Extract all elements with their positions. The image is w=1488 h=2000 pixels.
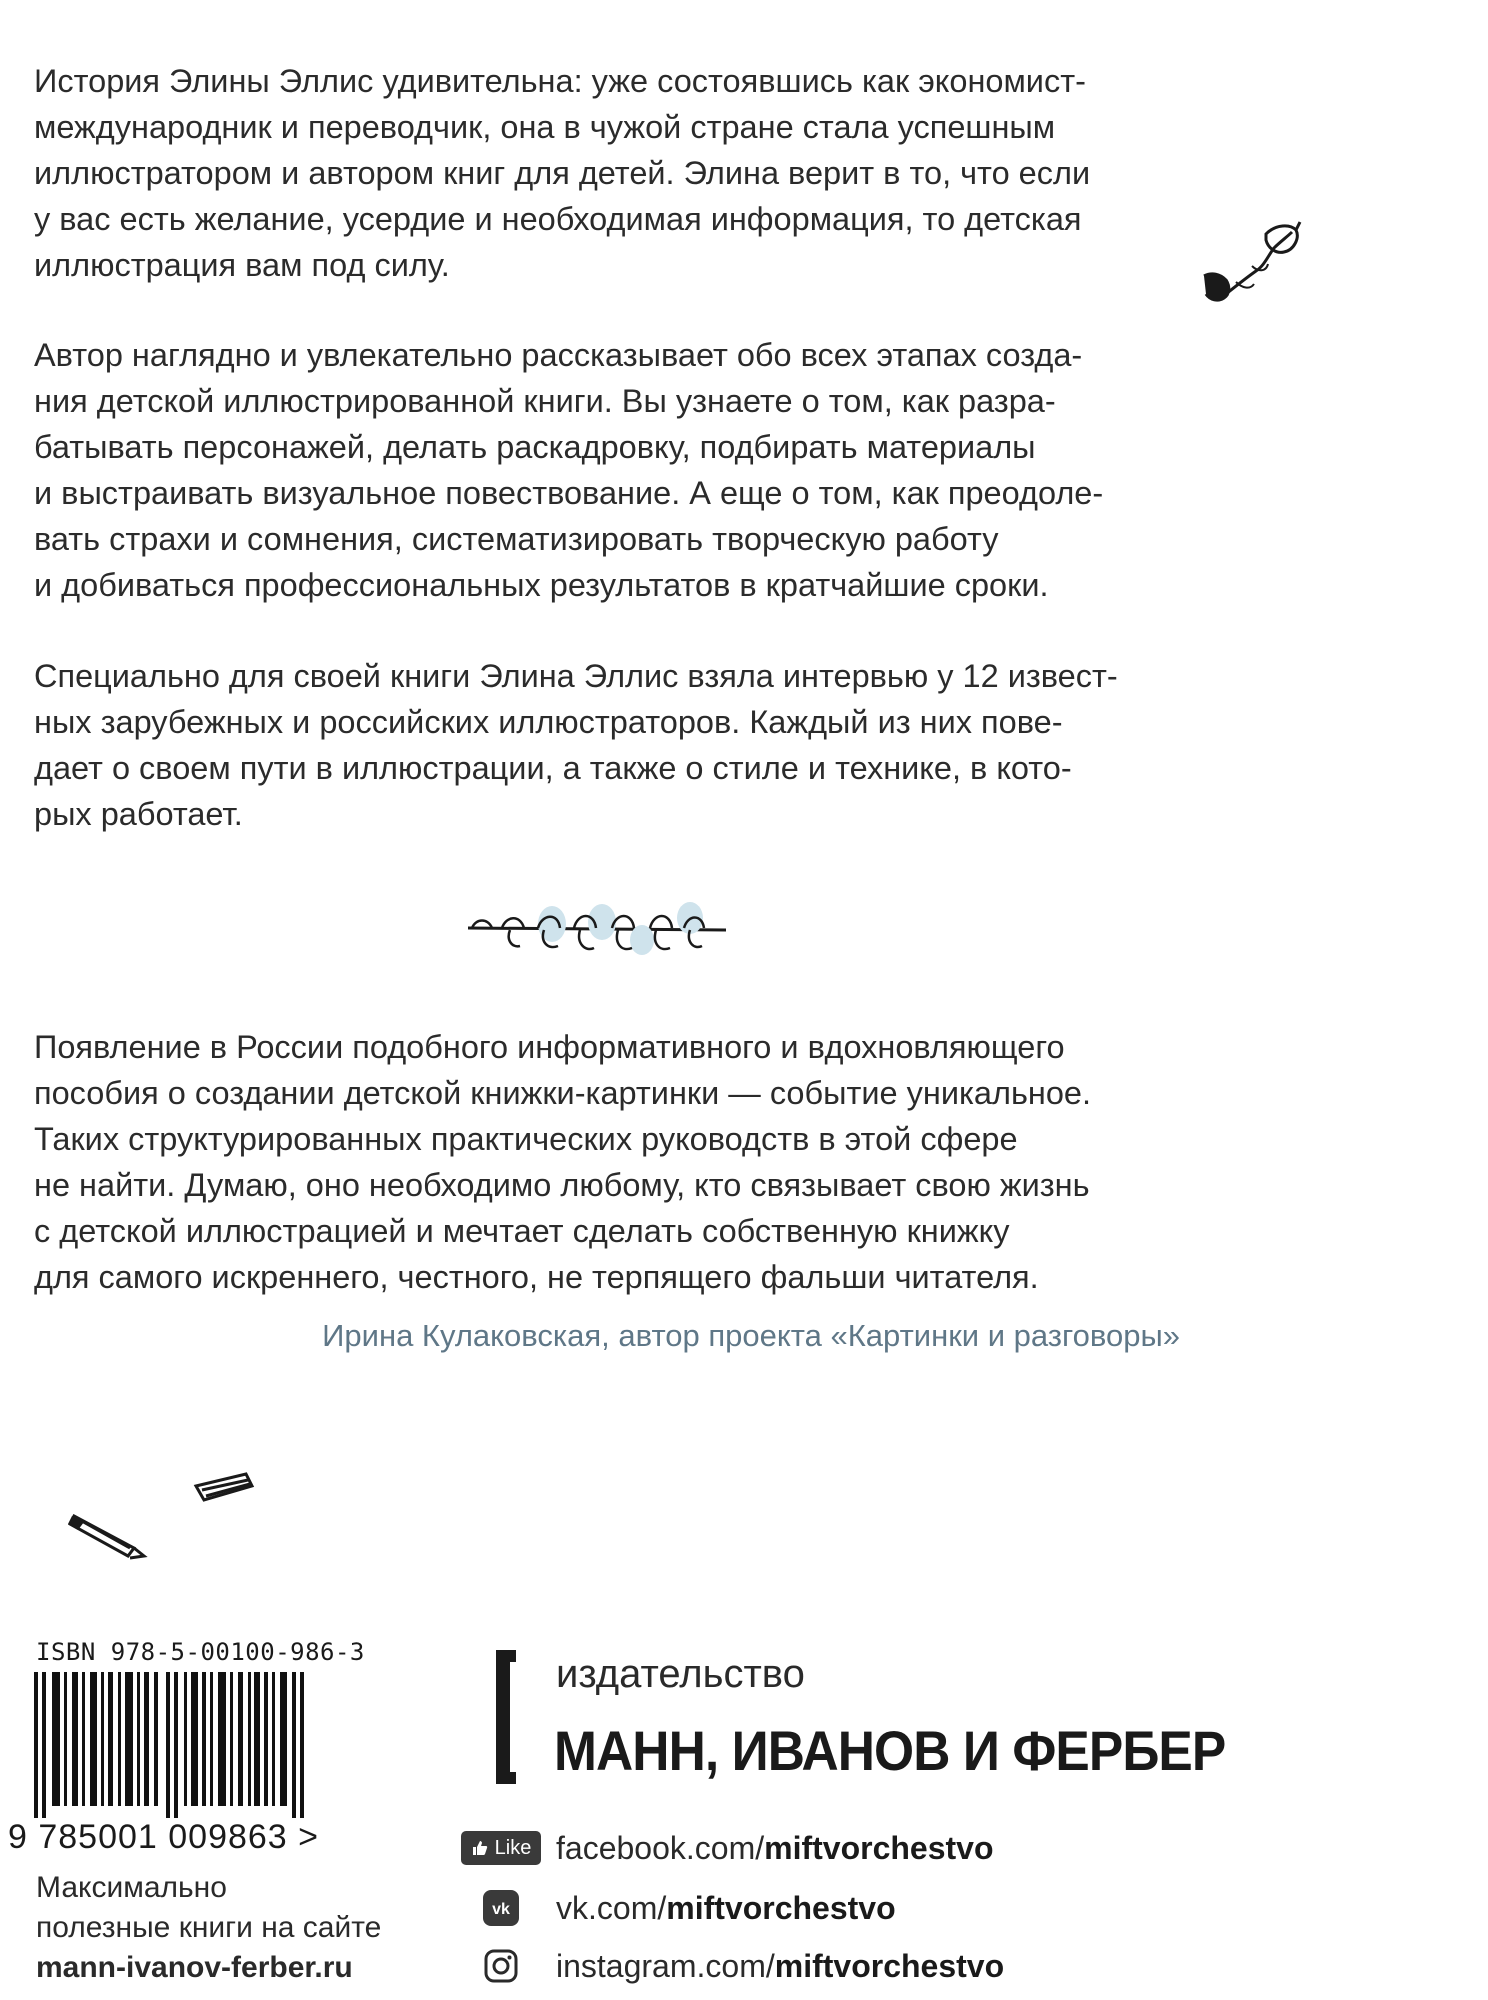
text-line: пособия о создании детской книжки-картинки — событие уникальное.	[34, 1075, 1092, 1111]
text-line: дает о своем пути в иллюстрации, а также о стиле и технике, в кото-	[34, 750, 1072, 786]
publisher-label: издательство	[556, 1652, 805, 1696]
publisher-bracket-icon	[496, 1650, 516, 1784]
facebook-handle: miftvorchestvo	[764, 1829, 994, 1866]
text-line: и добиваться профессиональных результатов в кратчайшие сроки.	[34, 567, 1049, 603]
like-label: Like	[494, 1836, 532, 1859]
vk-link[interactable]	[556, 1890, 896, 1927]
interviews-paragraph	[34, 653, 1184, 837]
instagram-link[interactable]	[556, 1948, 1004, 1985]
website-link[interactable]: mann-ivanov-ferber.ru	[36, 1951, 353, 1984]
promo-block	[36, 1868, 381, 1988]
barcode-digits: 9 785001 009863 >	[8, 1818, 320, 1856]
thumbs-up-icon	[471, 1839, 489, 1857]
vk-icon[interactable]	[483, 1890, 519, 1926]
text-line: международник и переводчик, она в чужой стране стала успешным	[34, 109, 1056, 145]
facebook-link[interactable]	[556, 1830, 994, 1867]
text-line: рых работает.	[34, 796, 243, 832]
text-line: вать страхи и сомнения, систематизировать творческую работу	[34, 521, 999, 557]
pencil-icon	[64, 1452, 264, 1562]
leaf-branch-icon	[462, 890, 732, 966]
instagram-prefix: instagram.com/	[556, 1947, 775, 1984]
vk-icon-text: vk	[492, 1901, 510, 1918]
facebook-prefix: facebook.com/	[556, 1829, 765, 1866]
barcode	[30, 1672, 330, 1818]
text-line: иллюстратором и автором книг для детей. Элина верит в то, что если	[34, 155, 1091, 191]
description-paragraph	[34, 332, 1184, 608]
isbn-label: ISBN 978-5-00100-986-3	[36, 1638, 365, 1666]
vk-handle: miftvorchestvo	[666, 1889, 896, 1926]
intro-paragraph	[34, 58, 1184, 288]
text-line: Появление в России подобного информативного и вдохновляющего	[34, 1029, 1065, 1065]
publisher-name: МАНН, ИВАНОВ И ФЕРБЕР	[554, 1719, 1226, 1782]
text-line: История Элины Эллис удивительна: уже состоявшись как экономист-	[34, 63, 1086, 99]
promo-line: полезные книги на сайте	[36, 1911, 382, 1944]
instagram-handle: miftvorchestvo	[774, 1947, 1005, 1984]
text-line: иллюстрация вам под силу.	[34, 247, 450, 283]
instagram-icon[interactable]	[483, 1948, 519, 1984]
vk-prefix: vk.com/	[556, 1889, 667, 1926]
text-line: Специально для своей книги Элина Эллис взяла интервью у 12 извест-	[34, 658, 1118, 694]
text-line: не найти. Думаю, оно необходимо любому, кто связывает свою жизнь	[34, 1167, 1090, 1203]
text-line: для самого искреннего, честного, не терпящего фальши читателя.	[34, 1259, 1039, 1295]
text-line: и выстраивать визуальное повествование. А еще о том, как преодоле-	[34, 475, 1104, 511]
text-line: Таких структурированных практических руководств в этой сфере	[34, 1121, 1018, 1157]
text-line: у вас есть желание, усердие и необходимая информация, то детская	[34, 201, 1082, 237]
text-line: батывать персонажей, делать раскадровку, подбирать материалы	[34, 429, 1036, 465]
quote-attribution: Ирина Кулаковская, автор проекта «Картинки и разговоры»	[322, 1318, 1180, 1353]
instagram-row	[446, 1944, 1004, 1988]
review-quote	[34, 1024, 1184, 1300]
text-line: ния детской иллюстрированной книги. Вы узнаете о том, как разра-	[34, 383, 1056, 419]
facebook-row	[446, 1826, 994, 1870]
text-line: ных зарубежных и российских иллюстраторов. Каждый из них пове-	[34, 704, 1063, 740]
text-line: с детской иллюстрацией и мечтает сделать собственную книжку	[34, 1213, 1010, 1249]
text-line: Автор наглядно и увлекательно рассказывает обо всех этапах созда-	[34, 337, 1083, 373]
apple-core-icon	[1196, 216, 1306, 326]
promo-line: Максимально	[36, 1871, 227, 1904]
facebook-like-button[interactable]	[461, 1831, 542, 1865]
vk-row	[446, 1886, 896, 1930]
